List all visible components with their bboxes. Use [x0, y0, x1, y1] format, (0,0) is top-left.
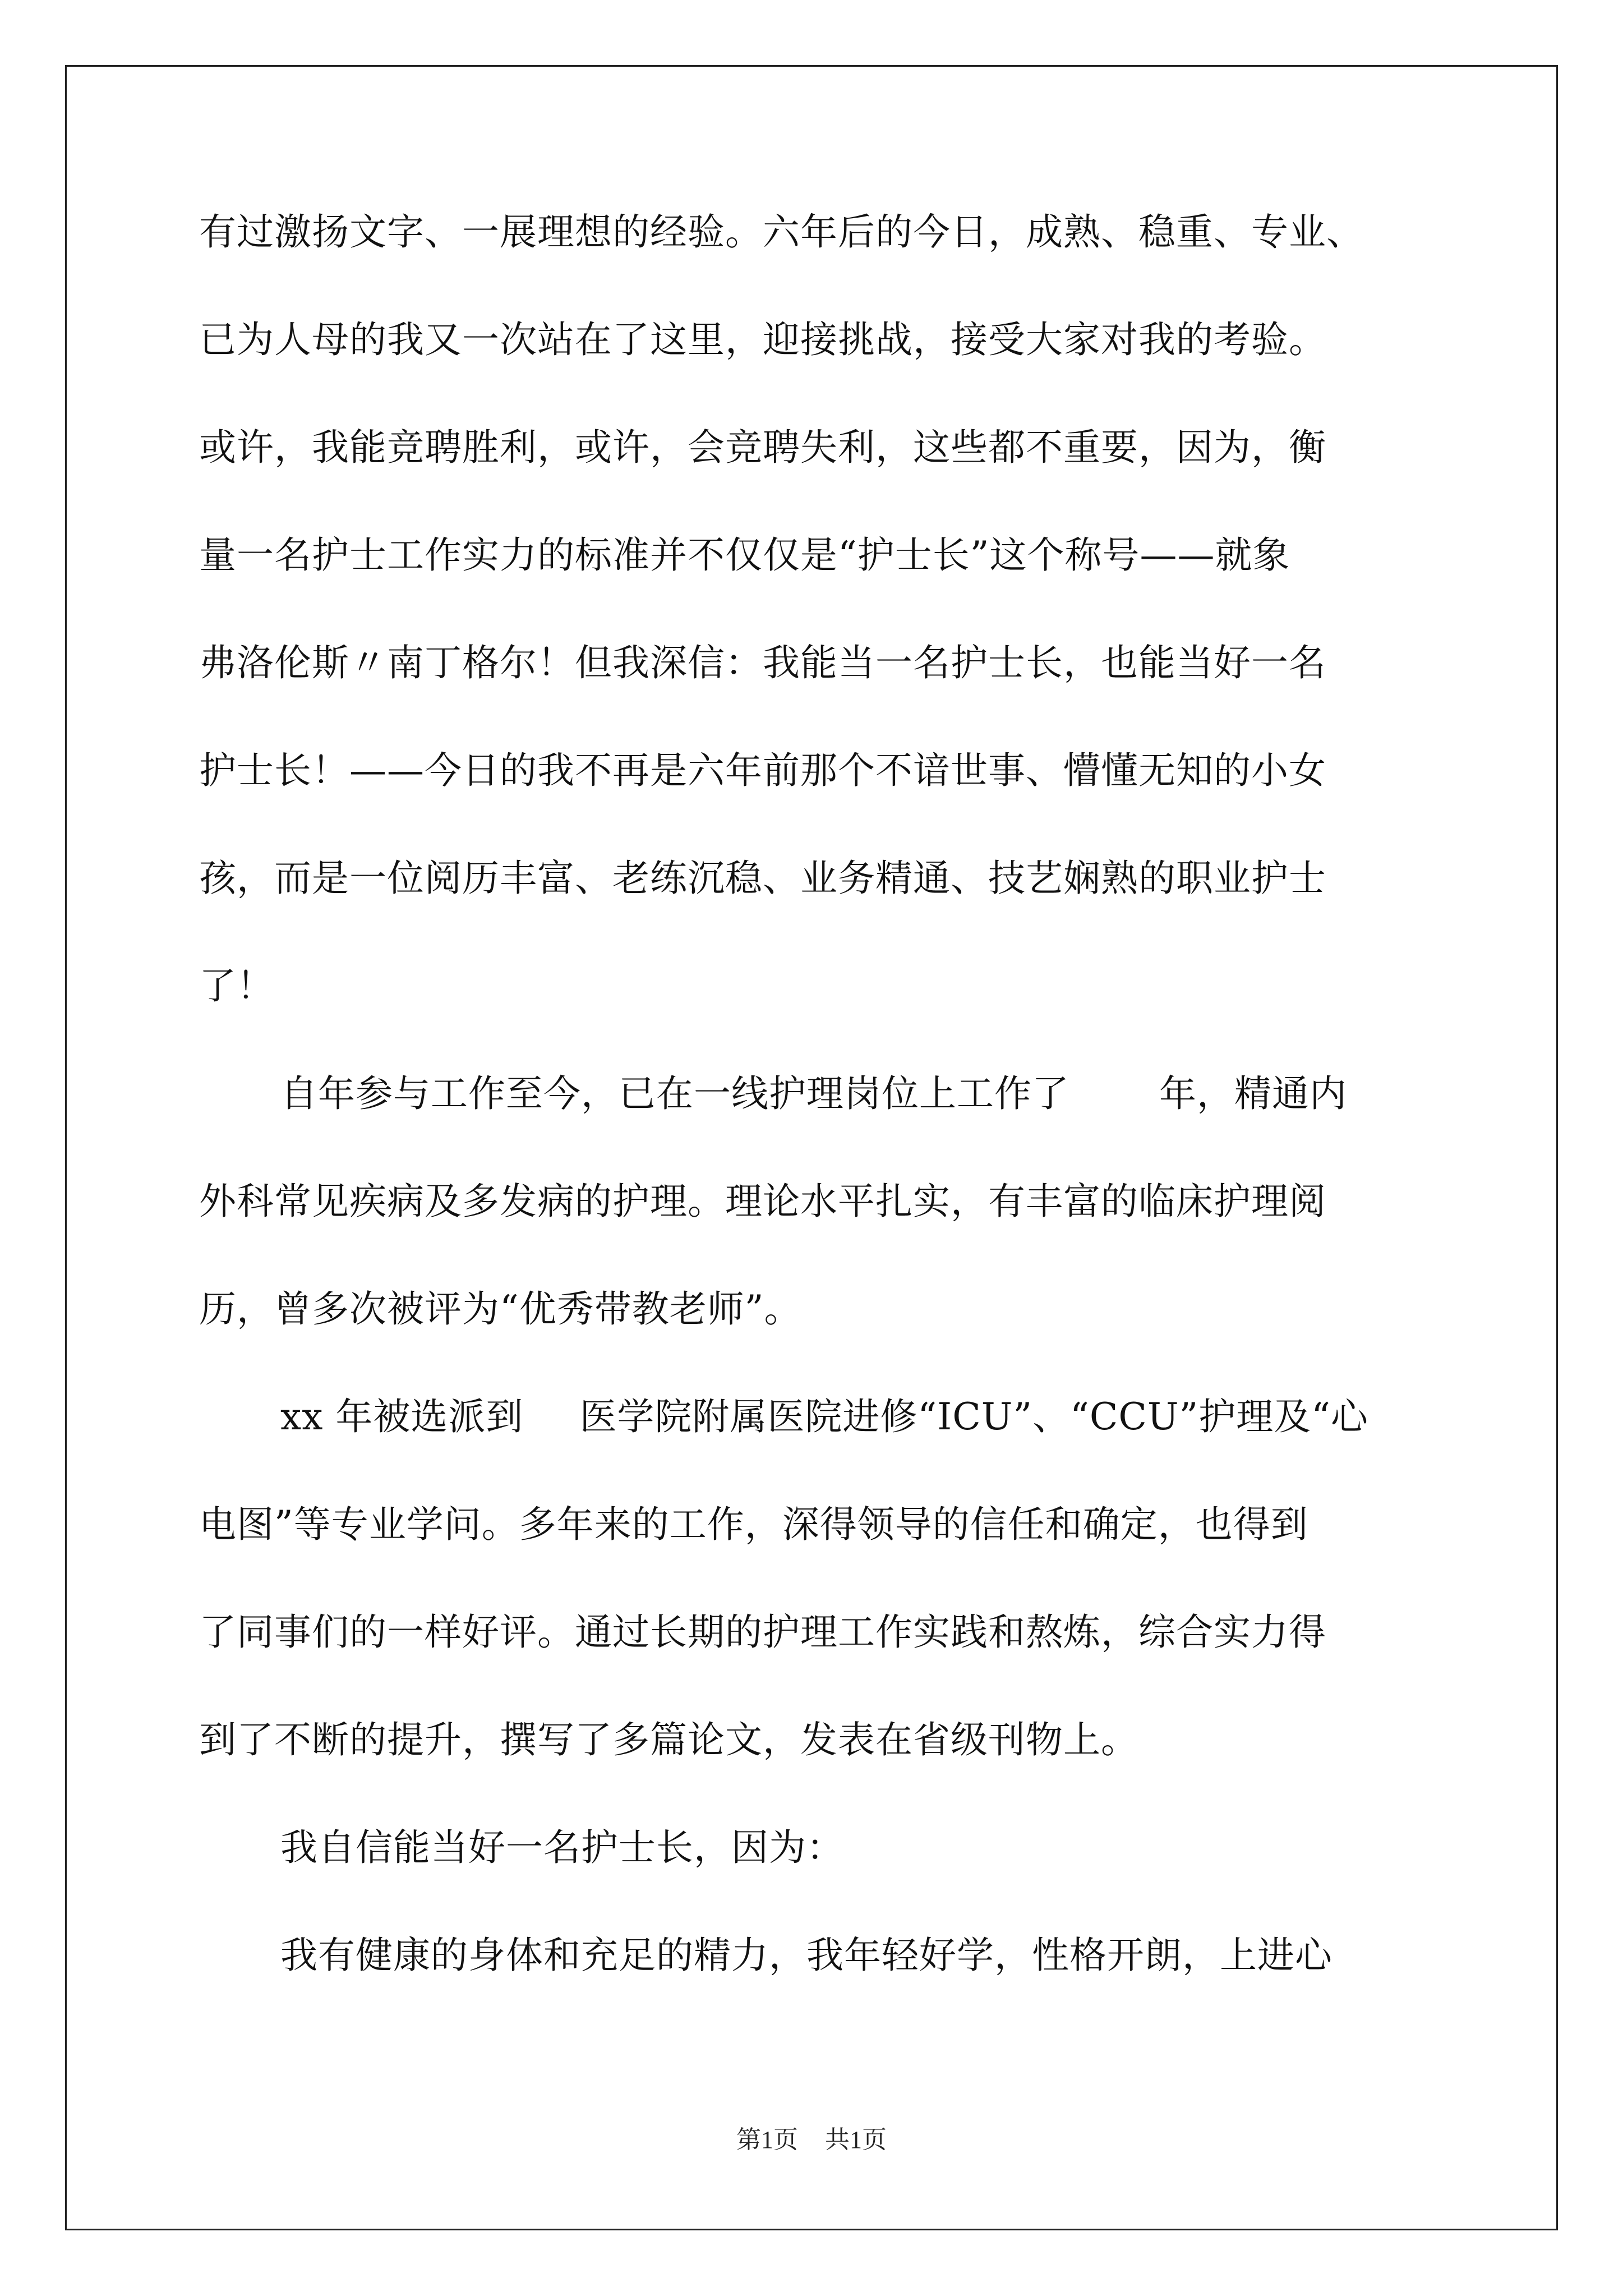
page-total: 共1页 [825, 2126, 887, 2154]
page-footer [0, 2125, 1623, 2155]
text-line: 量一名护士工作实力的标准并不仅仅是“护士长”这个称号——就象 [199, 533, 1290, 577]
text-segment: 年，精通内 [1159, 1072, 1347, 1115]
text-line: 有过激扬文字、一展理想的经验。六年后的今日，成熟、稳重、专业、 [199, 210, 1364, 254]
text-segment: 医学院附属医院进修“ICU”、“CCU”护理及“心 [579, 1395, 1368, 1438]
page-number: 第1页 [736, 2126, 798, 2154]
text-line: 弗洛伦斯〃南丁格尔！但我深信：我能当一名护士长，也能当好一名 [199, 641, 1326, 684]
paragraph-line [280, 1395, 1368, 1439]
page-border [65, 65, 1558, 2230]
text-line: 外科常见疾病及多发病的护理。理论水平扎实，有丰富的临床护理阅 [199, 1180, 1326, 1223]
text-line: 孩，而是一位阅历丰富、老练沉稳、业务精通、技艺娴熟的职业护士 [199, 857, 1326, 900]
text-line: 或许，我能竞聘胜利，或许，会竞聘失利，这些都不重要，因为，衡 [199, 426, 1326, 469]
text-line: 历，曾多次被评为“优秀带教老师”。 [199, 1287, 802, 1331]
text-segment: 自年参与工作至今，已在一线护理岗位上工作了 [280, 1072, 1069, 1115]
paragraph-line [280, 1071, 1347, 1116]
text-line: 电图”等专业学问。多年来的工作，深得领导的信任和确定，也得到 [199, 1503, 1308, 1546]
paragraph-line: 我自信能当好一名护士长，因为： [280, 1826, 844, 1869]
text-line: 到了不断的提升，撰写了多篇论文，发表在省级刊物上。 [199, 1718, 1138, 1761]
text-line: 已为人母的我又一次站在了这里，迎接挑战，接受大家对我的考验。 [199, 318, 1326, 361]
text-line: 了同事们的一样好评。通过长期的护理工作实践和熬炼，综合实力得 [199, 1611, 1326, 1654]
paragraph-line: 我有健康的身体和充足的精力，我年轻好学，性格开朗，上进心 [280, 1934, 1332, 1977]
text-line: 护士长！——今日的我不再是六年前那个不谙世事、懵懂无知的小女 [199, 749, 1326, 792]
text-line: 了！ [199, 964, 274, 1007]
text-segment: xx 年被选派到 [280, 1395, 524, 1438]
